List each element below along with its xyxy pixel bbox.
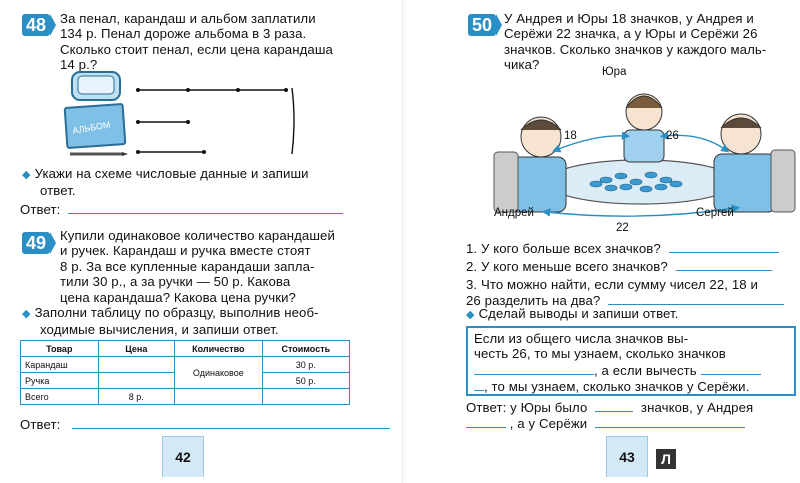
album-label: АЛЬБОМ [71, 119, 112, 136]
task-49-line: цена карандаша? Какова цена ручки? [60, 289, 296, 305]
task-48-answer-line[interactable] [68, 213, 343, 214]
answer-line-q3[interactable] [608, 292, 784, 305]
table-cell: 30 р. [262, 357, 349, 373]
diamond-icon: ◆ [22, 308, 31, 320]
table-row [21, 389, 350, 405]
task-50-answer [466, 399, 796, 432]
box-line: честь 26, то мы узнаем, сколько значков [474, 346, 726, 362]
answer-line2: , а у Серёжи [509, 416, 588, 432]
question-3-line1: 3. Что можно найти, если сумму чисел 22, 18 и [466, 276, 758, 292]
table-header: Стоимость [262, 341, 349, 357]
question-1: 1. У кого больше всех значков? [466, 241, 661, 256]
right-page [406, 0, 800, 483]
task-50-number: 50 [468, 14, 496, 36]
task-49-line: тили 30 р., а за ручки — 50 р. Какова [60, 274, 291, 290]
number-18: 18 [564, 130, 577, 142]
answer-mid: значков, у Андрея [640, 400, 754, 415]
task-49-text [60, 228, 396, 305]
instruction-line: Укажи на схеме числовые данные и запиши [34, 166, 309, 181]
task-49-instruction [22, 305, 396, 338]
table-cell: Одинаковое [175, 357, 263, 389]
table-cell-input[interactable] [98, 357, 174, 373]
answer-blank-serezha[interactable] [595, 415, 745, 428]
page-number-left: 42 [162, 436, 204, 477]
box-line: Если из общего числа значков вы- [474, 331, 689, 346]
conclusion-box [466, 326, 796, 396]
question-3-line2: 26 разделить на два? [466, 293, 601, 309]
task-48-number: 48 [22, 14, 50, 36]
box-blank[interactable] [474, 378, 484, 391]
task-49-line: и ручек. Карандаш и ручка вместе стоят [60, 243, 311, 259]
task-50-line: Серёжи 22 значка, а у Юры и Серёжи 26 [504, 26, 758, 42]
task-49-answer-line[interactable] [72, 428, 390, 429]
publisher-logo: Л [656, 449, 676, 469]
instruction-text: Сделай выводы и запиши ответ. [478, 306, 679, 321]
box-line: , а если вычесть [594, 362, 697, 378]
box-line: , то мы узнаем, сколько значков у Серёжи. [484, 379, 750, 395]
table-row [21, 357, 350, 373]
number-22: 22 [616, 222, 629, 234]
box-blank[interactable] [701, 362, 761, 375]
scheme-diagram [134, 80, 304, 162]
name-sergey: Сергей [696, 207, 734, 219]
questions-block [466, 240, 796, 309]
table-cell-input[interactable] [98, 373, 174, 389]
task-48-line: За пенал, карандаш и альбом заплатили [60, 11, 316, 26]
table-header: Товар [21, 341, 99, 357]
table-cell-input[interactable] [175, 389, 263, 405]
answer-line-q1[interactable] [669, 240, 779, 253]
task-48-text [60, 11, 390, 73]
diamond-icon: ◆ [22, 169, 31, 181]
price-table [20, 340, 350, 405]
conclusion-instruction [466, 306, 678, 323]
task-49-line: 8 р. За все купленные карандаши запла- [60, 258, 315, 274]
table-cell: Ручка [21, 373, 99, 389]
answer-blank-yura[interactable] [595, 399, 633, 412]
task-48-line: 134 р. Пенал дороже альбома в 3 раза. [60, 26, 307, 42]
task-50-line: У Андрея и Юры 18 значков, у Андрея и [504, 11, 754, 26]
task-48-line: 14 р.? [60, 57, 98, 73]
box-blank[interactable] [474, 362, 594, 375]
task-48-line: Сколько стоит пенал, если цена карандаша [60, 41, 333, 57]
task-49-line: Купили одинаковое количество карандашей [60, 228, 335, 243]
pencil-case-album-illustration [62, 70, 132, 162]
table-header: Цена [98, 341, 174, 357]
answer-line-q2[interactable] [676, 258, 772, 271]
instruction-line: ответ. [40, 183, 76, 199]
task-50-text [504, 11, 794, 73]
answer-blank-andrey[interactable] [466, 415, 506, 428]
number-26: 26 [666, 130, 679, 142]
task-49-number: 49 [22, 232, 50, 254]
answer-label: Ответ: у Юры было [466, 400, 588, 415]
table-header: Количество [175, 341, 263, 357]
table-cell: Всего [21, 389, 99, 405]
diamond-icon: ◆ [466, 309, 475, 321]
conclusion-text [474, 331, 790, 395]
table-cell: 50 р. [262, 373, 349, 389]
task-50-line: значков. Сколько значков у каждого маль- [504, 41, 767, 57]
name-yura: Юра [602, 66, 627, 78]
table-cell: 8 р. [98, 389, 174, 405]
task-48-instruction [22, 166, 392, 199]
instruction-line: Заполни таблицу по образцу, выполнив необ- [34, 305, 319, 320]
task-50-line: чика? [504, 57, 540, 73]
page-number-right: 43 [606, 436, 648, 477]
table-cell: Карандаш [21, 357, 99, 373]
question-2: 2. У кого меньше всего значков? [466, 259, 668, 275]
name-andrey: Андрей [494, 207, 534, 219]
table-cell-input[interactable] [262, 389, 349, 405]
instruction-line: ходимые вычисления, и запиши ответ. [40, 322, 279, 338]
task-48-answer-label: Ответ: [20, 202, 61, 217]
task-49-answer-label: Ответ: [20, 417, 61, 432]
